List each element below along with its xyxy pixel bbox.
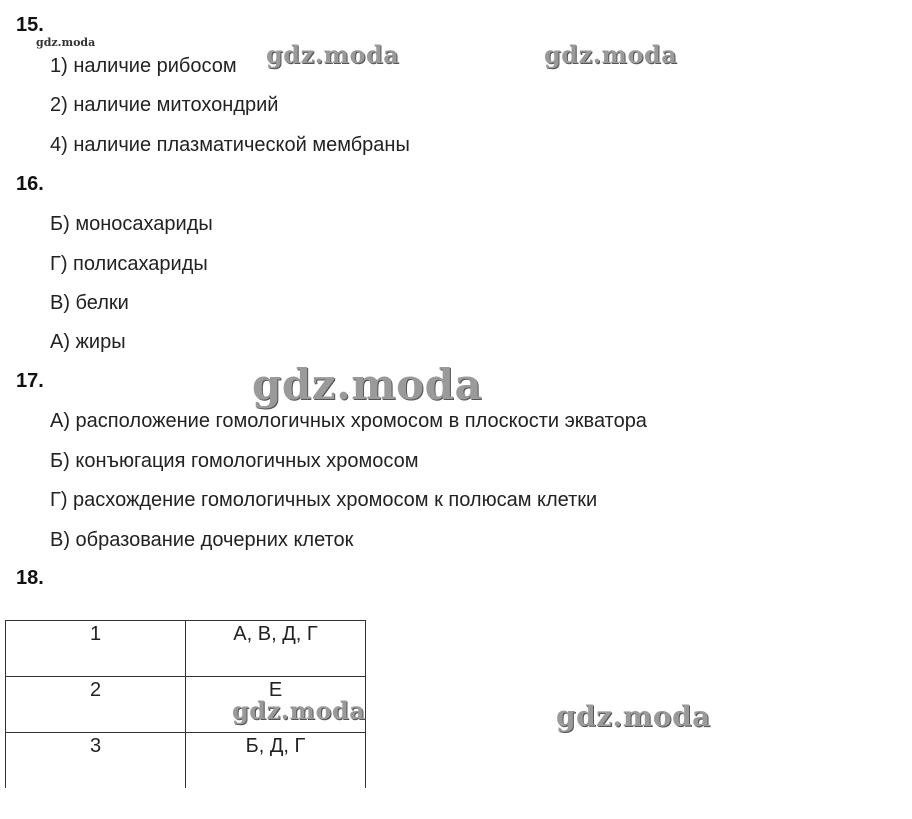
table-cell-number: 3 [6,733,186,789]
answer-16-2: Г) полисахариды [50,253,208,275]
watermark: gdz.moda [556,700,711,733]
answer-16-1: Б) моносахариды [50,213,213,235]
table-row [6,621,366,677]
answer-17-4: В) образование дочерних клеток [50,529,354,551]
table-cell-number: 2 [6,677,186,733]
answer-16-4: А) жиры [50,331,126,353]
answer-16-3: В) белки [50,292,129,314]
answer-17-3: Г) расхождение гомологичных хромосом к полюсам клетки [50,489,598,511]
answer-15-2: 2) наличие митохондрий [50,94,279,116]
question-number-16: 16. [16,173,44,195]
table-cell-answer: Е [186,677,366,733]
answer-15-1: 1) наличие рибосом [50,55,237,77]
watermark: gdz.moda [266,40,400,69]
answer-15-3: 4) наличие плазматической мембраны [50,134,410,156]
watermark: gdz.moda [544,40,678,69]
watermark-small: gdz.moda [36,36,96,49]
question-number-17: 17. [16,370,44,392]
table-row [6,733,366,789]
answer-17-1: А) расположение гомологичных хромосом в плоскости экватора [50,410,647,432]
table-cell-answer: Б, Д, Г [186,733,366,789]
watermark: gdz.moda [232,696,366,725]
watermark-large: gdz.moda [252,360,483,409]
question-number-15: 15. [16,14,44,36]
answer-17-2: Б) конъюгация гомологичных хромосом [50,450,419,472]
table-cell-number: 1 [6,621,186,677]
table-cell-answer: А, В, Д, Г [186,621,366,677]
question-number-18: 18. [16,567,44,589]
